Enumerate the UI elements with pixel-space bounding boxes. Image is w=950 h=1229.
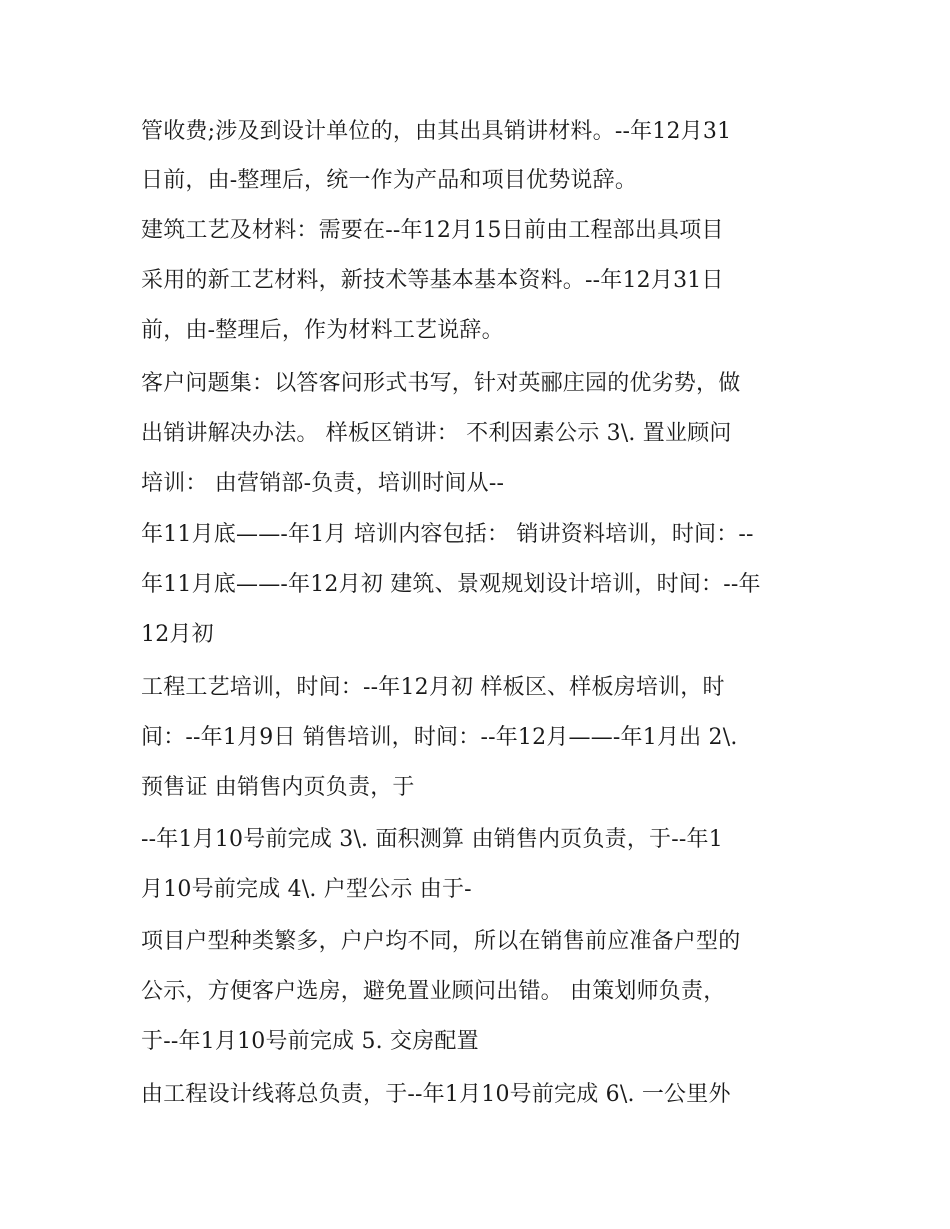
text-line: 管收费;涉及到设计单位的，由其出具销讲材料。--年12月31 [141, 119, 732, 144]
text-line: 间：--年1月9日 销售培训，时间：--年12月——-年1月出 2\. [141, 725, 738, 750]
text-line: 12月初 [141, 622, 214, 647]
text-line: 建筑工艺及材料：需要在--年12月15日前由工程部出具项目 [141, 218, 724, 243]
text-line: 年11月底——-年12月初 建筑、景观规划设计培训，时间：--年 [141, 572, 761, 597]
text-line: 月10号前完成 4\. 户型公示 由于- [141, 877, 472, 902]
text-line: 客户问题集：以答客问形式书写，针对英郦庄园的优劣势，做 [141, 371, 741, 396]
text-line: 预售证 由销售内页负责，于 [141, 775, 415, 800]
text-line: 于--年1月10号前完成 5. 交房配置 [141, 1029, 479, 1054]
text-line: 项目户型种类繁多，户户均不同，所以在销售前应准备户型的 [141, 929, 741, 954]
text-line: 前，由-整理后，作为材料工艺说辞。 [141, 318, 504, 343]
text-line: 出销讲解决办法。 样板区销讲： 不利因素公示 3\. 置业顾问 [141, 421, 732, 446]
text-line: 公示，方便客户选房，避免置业顾问出错。 由策划师负责， [141, 979, 726, 1004]
text-line: 日前，由-整理后，统一作为产品和项目优势说辞。 [141, 168, 638, 193]
text-line: --年1月10号前完成 3\. 面积测算 由销售内页负责，于--年1 [141, 827, 723, 852]
text-line: 由工程设计线蒋总负责，于--年1月10号前完成 6\. 一公里外 [141, 1082, 731, 1107]
text-line: 采用的新工艺材料，新技术等基本基本资料。--年12月31日 [141, 268, 724, 293]
text-line: 年11月底——-年1月 培训内容包括： 销讲资料培训，时间：-- [141, 522, 754, 547]
text-line: 工程工艺培训，时间：--年12月初 样板区、样板房培训，时 [141, 675, 725, 700]
text-line: 培训： 由营销部-负责，培训时间从-- [141, 471, 505, 496]
